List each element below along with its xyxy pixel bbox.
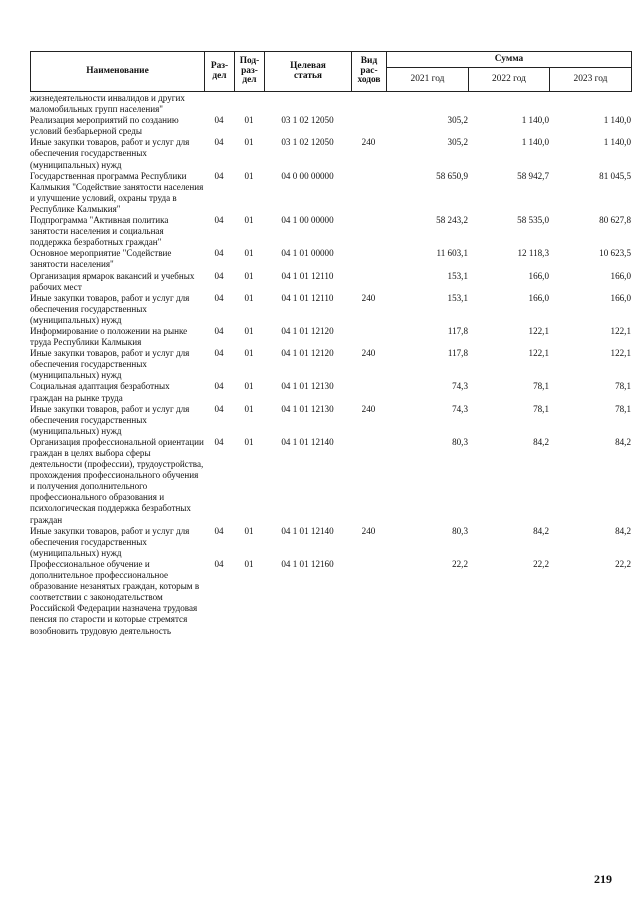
cell-y2021: 80,3 [452, 436, 468, 447]
cell-podrazdel: 01 [244, 525, 254, 536]
budget-table [30, 93, 631, 637]
cell-statya: 04 1 01 12120 [281, 325, 334, 336]
col-2023-header: 2023 год [550, 68, 632, 92]
cell-name: Иные закупки товаров, работ и услуг для обеспечения государственных (муниципальных) нужд [30, 525, 190, 558]
cell-y2023: 166,0 [610, 292, 631, 303]
cell-y2023: 78,1 [615, 381, 631, 392]
cell-y2022: 1 140,0 [521, 137, 549, 148]
cell-statya: 04 1 01 12120 [281, 348, 334, 359]
cell-y2021: 74,3 [452, 403, 468, 414]
cell-y2022: 122,1 [528, 325, 549, 336]
cell-name: Основное мероприятие "Содействие занятости населения" [30, 248, 172, 270]
cell-vid [351, 326, 386, 348]
cell-statya: 04 0 00 00000 [281, 170, 334, 181]
cell-y2021: 153,1 [447, 270, 468, 281]
cell-razdel: 04 [214, 325, 224, 336]
cell-y2022: 84,2 [533, 525, 549, 536]
cell-podrazdel: 01 [244, 403, 254, 414]
cell-razdel: 04 [214, 348, 224, 359]
cell-razdel: 04 [214, 403, 224, 414]
cell-name: Профессиональное обучение и дополнительное профессиональное образование незанятых граждан, которым в соответствии с законодательством Российской Федерации назначена трудовая пенсия по старости и которые стремятся возобновить трудовую деятельность [30, 558, 200, 636]
cell-razdel: 04 [214, 558, 224, 569]
cell-name: Иные закупки товаров, работ и услуг для обеспечения государственных (муниципальных) нужд [30, 403, 190, 436]
cell-statya: 04 1 01 12140 [281, 436, 334, 447]
cell-podrazdel: 01 [244, 436, 254, 447]
cell-razdel: 04 [214, 381, 224, 392]
cell-name: Организация ярмарок вакансий и учебных рабочих мест [30, 270, 195, 292]
table-row [30, 271, 631, 293]
cell-vid [351, 215, 386, 248]
cell-y2021: 305,2 [447, 115, 468, 126]
cell-y2022: 12 118,3 [517, 248, 549, 259]
cell-vid [351, 115, 386, 137]
cell-statya: 04 1 01 12110 [281, 270, 334, 281]
cell-name: Иные закупки товаров, работ и услуг для обеспечения государственных (муниципальных) нужд [30, 348, 190, 381]
cell-y2023: 1 140,0 [603, 137, 631, 148]
table-row [30, 93, 631, 115]
table-row [30, 437, 631, 526]
cell-y2023: 80 627,8 [599, 215, 631, 226]
cell-statya: 04 1 01 12160 [281, 558, 334, 569]
cell-vid: 240 [361, 292, 376, 303]
cell-vid [351, 271, 386, 293]
cell-statya: 03 1 02 12050 [281, 115, 334, 126]
cell-y2022 [468, 93, 549, 115]
cell-name: Подпрограмма "Активная политика занятости населения и социальная поддержка безработных граждан" [30, 215, 169, 248]
col-name-header: Наименование [31, 52, 205, 92]
cell-podrazdel: 01 [244, 558, 254, 569]
cell-statya: 03 1 02 12050 [281, 137, 334, 148]
cell-statya: 04 1 01 12110 [281, 292, 334, 303]
cell-vid [351, 171, 386, 215]
cell-y2023: 81 045,5 [599, 170, 631, 181]
cell-y2021: 117,8 [447, 325, 468, 336]
cell-vid: 240 [361, 348, 376, 359]
col-summa-header: Сумма [387, 52, 632, 68]
table-row [30, 115, 631, 137]
table-row [30, 171, 631, 215]
cell-y2021: 117,8 [447, 348, 468, 359]
cell-name: Социальная адаптация безработных граждан на рынке труда [30, 381, 170, 403]
cell-y2022: 58 942,7 [517, 170, 549, 181]
cell-vid: 240 [361, 525, 376, 536]
cell-name: Реализация мероприятий по созданию условий безбарьерной среды [30, 115, 179, 137]
cell-razdel: 04 [214, 270, 224, 281]
cell-y2022: 1 140,0 [521, 115, 549, 126]
cell-y2022: 122,1 [528, 348, 549, 359]
cell-y2022: 58 535,0 [517, 215, 549, 226]
cell-y2023: 122,1 [610, 325, 631, 336]
col-2022-header: 2022 год [469, 68, 550, 92]
col-podrazdel-header: Под- раз- дел [235, 52, 265, 92]
cell-name: жизнедеятельности инвалидов и других маломобильных групп населения" [30, 93, 185, 115]
cell-razdel: 04 [214, 292, 224, 303]
cell-razdel: 04 [214, 137, 224, 148]
cell-y2022: 78,1 [533, 381, 549, 392]
table-row [30, 526, 631, 559]
cell-y2022: 166,0 [528, 270, 549, 281]
table-row [30, 137, 631, 170]
cell-y2023: 78,1 [615, 403, 631, 414]
cell-vid [351, 437, 386, 526]
cell-name: Государственная программа Республики Калмыкия "Содействие занятости населения и улучшение условий, охраны труда в Республике Калмыкия" [30, 170, 204, 214]
table-row [30, 293, 631, 326]
cell-vid [351, 559, 386, 637]
table-row [30, 381, 631, 403]
cell-y2021: 58 650,9 [436, 170, 468, 181]
cell-y2021 [386, 93, 468, 115]
cell-statya: 04 1 00 00000 [281, 215, 334, 226]
cell-statya: 04 1 01 00000 [281, 248, 334, 259]
cell-y2022: 166,0 [528, 292, 549, 303]
cell-razdel: 04 [214, 525, 224, 536]
cell-podrazdel: 01 [244, 248, 254, 259]
page-number: 219 [594, 872, 612, 886]
table-row [30, 404, 631, 437]
cell-y2021: 80,3 [452, 525, 468, 536]
cell-statya: 04 1 01 12140 [281, 525, 334, 536]
cell-statya [264, 93, 351, 115]
table-row [30, 348, 631, 381]
col-statya-header: Целевая статья [265, 52, 352, 92]
cell-podrazdel: 01 [244, 215, 254, 226]
cell-podrazdel: 01 [244, 292, 254, 303]
cell-razdel: 04 [214, 215, 224, 226]
cell-podrazdel [234, 93, 264, 115]
cell-vid [351, 93, 386, 115]
cell-razdel: 04 [214, 436, 224, 447]
cell-vid: 240 [361, 137, 376, 148]
cell-y2022: 84,2 [533, 436, 549, 447]
cell-razdel: 04 [214, 248, 224, 259]
col-razdel-header: Раз- дел [205, 52, 235, 92]
cell-podrazdel: 01 [244, 137, 254, 148]
col-2021-header: 2021 год [387, 68, 469, 92]
cell-podrazdel: 01 [244, 325, 254, 336]
cell-y2021: 305,2 [447, 137, 468, 148]
cell-y2021: 153,1 [447, 292, 468, 303]
cell-y2023: 84,2 [615, 436, 631, 447]
cell-razdel [204, 93, 234, 115]
cell-statya: 04 1 01 12130 [281, 381, 334, 392]
table-row [30, 215, 631, 248]
cell-y2021: 11 603,1 [436, 248, 468, 259]
cell-y2021: 22,2 [452, 558, 468, 569]
cell-podrazdel: 01 [244, 381, 254, 392]
cell-podrazdel: 01 [244, 348, 254, 359]
cell-razdel: 04 [214, 115, 224, 126]
cell-podrazdel: 01 [244, 115, 254, 126]
cell-vid [351, 381, 386, 403]
cell-name: Иные закупки товаров, работ и услуг для обеспечения государственных (муниципальных) нужд [30, 137, 190, 170]
cell-y2023: 22,2 [615, 558, 631, 569]
cell-razdel: 04 [214, 170, 224, 181]
cell-y2023: 1 140,0 [603, 115, 631, 126]
cell-y2023 [549, 93, 631, 115]
cell-podrazdel: 01 [244, 170, 254, 181]
cell-y2023: 166,0 [610, 270, 631, 281]
cell-y2023: 84,2 [615, 525, 631, 536]
col-vid-header: Вид рас- ходов [352, 52, 387, 92]
table-header [30, 51, 632, 92]
table-row [30, 559, 631, 637]
cell-name: Организация профессиональной ориентации граждан в целях выбора сферы деятельности (профессии), трудоустройства, прохождения профессионального обучения и получения дополнительного профессионального образования и психологическая поддержка безработных граждан [30, 436, 204, 525]
cell-y2021: 74,3 [452, 381, 468, 392]
cell-podrazdel: 01 [244, 270, 254, 281]
cell-vid [351, 248, 386, 270]
cell-y2023: 10 623,5 [599, 248, 631, 259]
cell-statya: 04 1 01 12130 [281, 403, 334, 414]
table-row [30, 248, 631, 270]
cell-y2021: 58 243,2 [436, 215, 468, 226]
cell-name: Иные закупки товаров, работ и услуг для обеспечения государственных (муниципальных) нужд [30, 292, 190, 325]
table-row [30, 326, 631, 348]
cell-y2022: 78,1 [533, 403, 549, 414]
cell-y2022: 22,2 [533, 558, 549, 569]
cell-vid: 240 [361, 403, 376, 414]
cell-y2023: 122,1 [610, 348, 631, 359]
cell-name: Информирование о положении на рынке труда Республики Калмыкия [30, 325, 188, 348]
